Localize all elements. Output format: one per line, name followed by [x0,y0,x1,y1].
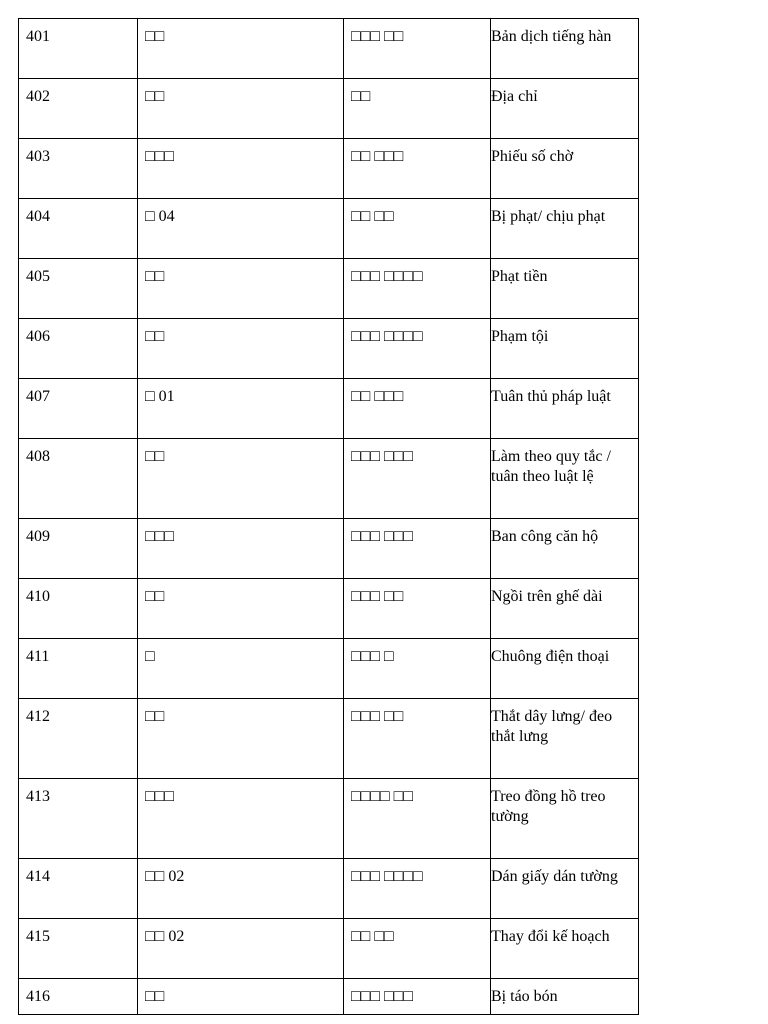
row-number: 409 [19,519,138,579]
row-number: 416 [19,979,138,1015]
vietnamese-meaning: Dán giấy dán tường [491,859,639,919]
vietnamese-meaning: Ban công căn hộ [491,519,639,579]
vietnamese-meaning: Tuân thủ pháp luật [491,379,639,439]
korean-word: □□ [138,439,344,519]
vocabulary-table-body [19,19,639,1015]
row-number: 407 [19,379,138,439]
korean-phrase: □□□ □□□□ [344,319,491,379]
vietnamese-meaning: Bản dịch tiếng hàn [491,19,639,79]
vietnamese-meaning: Thay đổi kế hoạch [491,919,639,979]
korean-phrase: □□ [344,79,491,139]
row-number: 414 [19,859,138,919]
korean-phrase: □□□ □ [344,639,491,699]
table-row [19,579,639,639]
table-row [19,379,639,439]
korean-phrase: □□ □□□ [344,379,491,439]
table-row [19,319,639,379]
korean-phrase: □□□ □□□ [344,439,491,519]
korean-phrase: □□ □□ [344,919,491,979]
vietnamese-meaning: Phạm tội [491,319,639,379]
row-number: 401 [19,19,138,79]
vietnamese-meaning: Phạt tiền [491,259,639,319]
row-number: 404 [19,199,138,259]
korean-word: □ 04 [138,199,344,259]
table-row [19,199,639,259]
korean-word: □□ [138,259,344,319]
vietnamese-meaning: Ngồi trên ghế dài [491,579,639,639]
row-number: 405 [19,259,138,319]
vietnamese-meaning: Chuông điện thoại [491,639,639,699]
korean-word: □□□ [138,779,344,859]
table-row [19,779,639,859]
korean-word: □ [138,639,344,699]
korean-word: □□ [138,979,344,1015]
table-row [19,919,639,979]
vietnamese-meaning: Thắt dây lưng/ đeo thắt lưng [491,699,639,779]
vocabulary-table [18,18,639,1015]
table-row [19,699,639,779]
row-number: 415 [19,919,138,979]
vietnamese-meaning: Phiếu số chờ [491,139,639,199]
korean-phrase: □□□ □□□ [344,519,491,579]
vietnamese-meaning: Treo đồng hồ treo tường [491,779,639,859]
korean-word: □□ [138,699,344,779]
korean-phrase: □□□ □□□□ [344,259,491,319]
korean-word: □□ 02 [138,859,344,919]
row-number: 413 [19,779,138,859]
vietnamese-meaning: Bị phạt/ chịu phạt [491,199,639,259]
korean-word: □□□ [138,139,344,199]
korean-phrase: □□□ □□□□ [344,859,491,919]
korean-word: □□ [138,79,344,139]
row-number: 402 [19,79,138,139]
korean-phrase: □□□ □□ [344,19,491,79]
row-number: 408 [19,439,138,519]
row-number: 412 [19,699,138,779]
korean-word: □□ 02 [138,919,344,979]
table-row [19,859,639,919]
vietnamese-meaning: Địa chỉ [491,79,639,139]
table-row [19,639,639,699]
vietnamese-meaning: Bị táo bón [491,979,639,1015]
korean-word: □□ [138,579,344,639]
korean-word: □□ [138,319,344,379]
korean-phrase: □□ □□ [344,199,491,259]
korean-word: □□ [138,19,344,79]
korean-word: □□□ [138,519,344,579]
table-row [19,259,639,319]
row-number: 406 [19,319,138,379]
table-row [19,979,639,1015]
korean-phrase: □□□□ □□ [344,779,491,859]
table-row [19,519,639,579]
korean-phrase: □□□ □□ [344,579,491,639]
korean-phrase: □□□ □□□ [344,979,491,1015]
row-number: 411 [19,639,138,699]
vietnamese-meaning: Làm theo quy tắc / tuân theo luật lệ [491,439,639,519]
korean-phrase: □□ □□□ [344,139,491,199]
korean-word: □ 01 [138,379,344,439]
row-number: 403 [19,139,138,199]
table-row [19,79,639,139]
table-row [19,139,639,199]
row-number: 410 [19,579,138,639]
table-row [19,439,639,519]
korean-phrase: □□□ □□ [344,699,491,779]
table-row [19,19,639,79]
